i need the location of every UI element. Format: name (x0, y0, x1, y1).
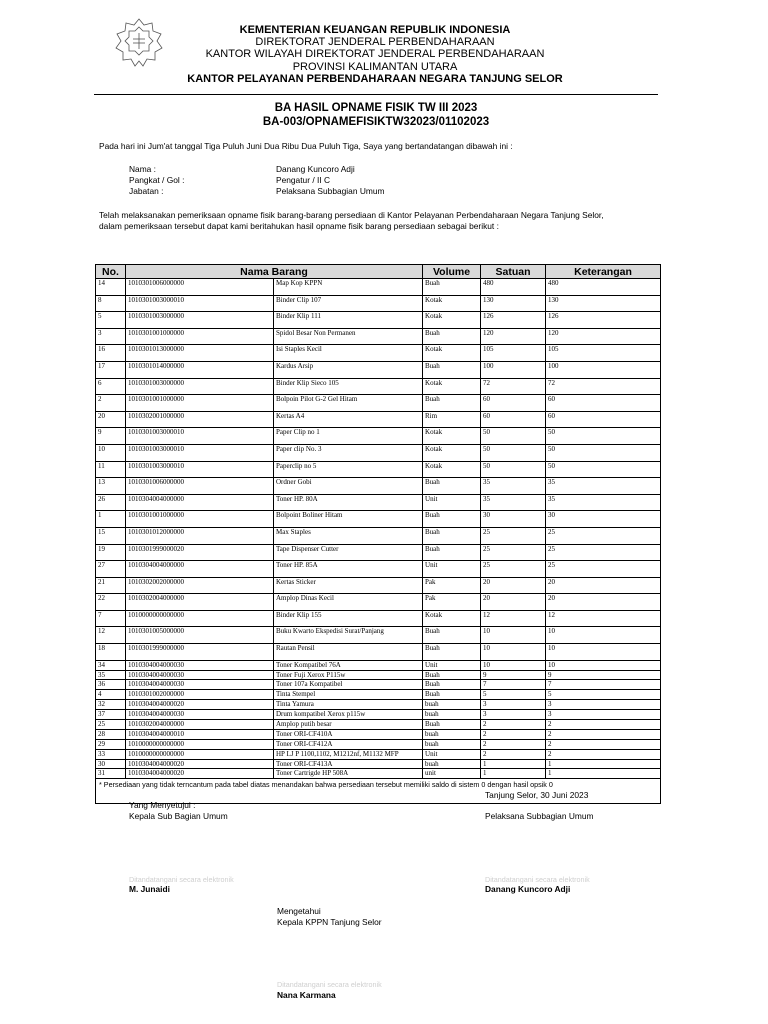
row-no: 29 (96, 739, 126, 749)
row-item-name: Binder Klip 111 (274, 312, 423, 329)
row-remarks: 130 (546, 295, 661, 312)
esign-note-middle: Ditandatangani secara elektronik (277, 980, 382, 989)
row-item-name: Paper Clip no 1 (274, 428, 423, 445)
row-no: 3 (96, 328, 126, 345)
table-row (96, 279, 661, 296)
letterhead-ministry: KEMENTERIAN KEUANGAN REPUBLIK INDONESIA (239, 24, 511, 36)
row-no: 27 (96, 561, 126, 578)
row-no: 36 (96, 680, 126, 690)
row-item-name: Spidol Besar Non Permanen (274, 328, 423, 345)
row-item-name: Toner HP. 80A (274, 494, 423, 511)
row-code: 1010000000000000 (126, 610, 274, 627)
table-row (96, 690, 661, 700)
row-no: 35 (96, 670, 126, 680)
row-code: 1010304004000030 (126, 680, 274, 690)
row-no: 12 (96, 627, 126, 644)
document-title-block (94, 102, 658, 129)
header-item-name: Nama Barang (126, 265, 423, 279)
row-volume: Buah (423, 527, 481, 544)
row-item-name: Paperclip no 5 (274, 461, 423, 478)
row-volume: Kotak (423, 295, 481, 312)
row-code: 1010301003000010 (126, 444, 274, 461)
row-no: 25 (96, 720, 126, 730)
row-volume: Unit (423, 660, 481, 670)
row-no: 4 (96, 690, 126, 700)
letterhead-regional-office: KANTOR WILAYAH DIREKTORAT JENDERAL PERBENDAHARAAN (205, 48, 545, 61)
table-row (96, 594, 661, 611)
row-code: 1010301013000000 (126, 345, 274, 362)
row-item-name: Buku Kwarto Ekspedisi Surat/Panjang (274, 627, 423, 644)
row-unit: 9 (481, 670, 546, 680)
table-row (96, 295, 661, 312)
row-unit: 20 (481, 577, 546, 594)
row-unit: 35 (481, 478, 546, 495)
row-unit: 1 (481, 759, 546, 769)
table-row (96, 378, 661, 395)
letterhead-province: PROVINSI KALIMANTAN UTARA (292, 60, 458, 73)
row-volume: Unit (423, 494, 481, 511)
row-no: 8 (96, 295, 126, 312)
row-volume: Pak (423, 577, 481, 594)
executor-title: Pelaksana Subbagian Umum (485, 811, 594, 821)
row-code: 1010304004000030 (126, 670, 274, 680)
row-volume: buah (423, 729, 481, 739)
row-code: 1010301006000000 (126, 279, 274, 296)
table-row (96, 720, 661, 730)
row-code: 1010302004000000 (126, 720, 274, 730)
acknowledger-name: Nana Karmana (277, 990, 336, 1000)
row-unit: 20 (481, 594, 546, 611)
row-unit: 7 (481, 680, 546, 690)
row-item-name: HP LJ P 1100,1102, M1212nf, M1132 MFP (274, 749, 423, 759)
row-no: 2 (96, 395, 126, 412)
esign-note-right: Ditandatangani secara elektronik (485, 875, 590, 884)
table-row (96, 739, 661, 749)
identity-row-name (129, 164, 384, 175)
row-unit: 105 (481, 345, 546, 362)
table-row (96, 561, 661, 578)
row-unit: 50 (481, 461, 546, 478)
row-volume: Pak (423, 594, 481, 611)
inventory-table (95, 264, 661, 804)
row-unit: 2 (481, 739, 546, 749)
row-item-name: Toner ORI-CF413A (274, 759, 423, 769)
row-no: 31 (96, 769, 126, 779)
row-item-name: Drum kompatibel Xerox p115w (274, 710, 423, 720)
row-remarks: 1 (546, 759, 661, 769)
row-item-name: Kertas Sticker (274, 577, 423, 594)
body-line: dalam pemeriksaan tersebut dapat kami beritahukan hasil opname fisik barang persediaan sebagai berikut : (99, 221, 499, 231)
row-remarks: 50 (546, 428, 661, 445)
row-volume: Kotak (423, 378, 481, 395)
row-volume: unit (423, 769, 481, 779)
header-unit: Satuan (481, 265, 546, 279)
row-code: 1010301999000000 (126, 644, 274, 661)
row-volume: Kotak (423, 428, 481, 445)
row-no: 15 (96, 527, 126, 544)
row-unit: 2 (481, 729, 546, 739)
table-row (96, 511, 661, 528)
acknowledger-label: Mengetahui (277, 906, 321, 916)
identity-label: Nama : (129, 164, 156, 174)
row-item-name: Amplop Dinas Kecil (274, 594, 423, 611)
row-item-name: Kardus Arsip (274, 361, 423, 378)
row-unit: 60 (481, 411, 546, 428)
table-row (96, 478, 661, 495)
row-unit: 25 (481, 561, 546, 578)
table-row (96, 749, 661, 759)
table-row (96, 680, 661, 690)
row-remarks: 126 (546, 312, 661, 329)
row-no: 26 (96, 494, 126, 511)
row-code: 1010301003000010 (126, 295, 274, 312)
row-no: 37 (96, 710, 126, 720)
row-item-name: Toner ORI-CF410A (274, 729, 423, 739)
row-volume: Buah (423, 644, 481, 661)
row-remarks: 10 (546, 627, 661, 644)
identity-block (129, 164, 384, 197)
row-remarks: 2 (546, 739, 661, 749)
document-title: BA HASIL OPNAME FISIK TW III 2023 (274, 102, 478, 114)
identity-value: Danang Kuncoro Adji (276, 164, 355, 174)
row-volume: Buah (423, 720, 481, 730)
row-code: 1010304004000020 (126, 769, 274, 779)
row-code: 1010304004000020 (126, 759, 274, 769)
row-no: 20 (96, 411, 126, 428)
table-row (96, 577, 661, 594)
table-row (96, 769, 661, 779)
table-row (96, 544, 661, 561)
row-no: 33 (96, 749, 126, 759)
row-no: 22 (96, 594, 126, 611)
row-remarks: 20 (546, 594, 661, 611)
row-item-name: Bolpoint Boliner Hitam (274, 511, 423, 528)
row-remarks: 35 (546, 494, 661, 511)
table-row (96, 700, 661, 710)
row-code: 1010302004000000 (126, 594, 274, 611)
row-remarks: 105 (546, 345, 661, 362)
row-remarks: 35 (546, 478, 661, 495)
row-unit: 5 (481, 690, 546, 700)
row-item-name: Rautan Pensil (274, 644, 423, 661)
row-remarks: 3 (546, 700, 661, 710)
table-row (96, 627, 661, 644)
table-row (96, 461, 661, 478)
row-item-name: Toner Cartrigde HP 508A (274, 769, 423, 779)
row-volume: Unit (423, 561, 481, 578)
header-remarks: Keterangan (546, 265, 661, 279)
identity-row-rank (129, 175, 384, 186)
row-code: 1010301001000000 (126, 328, 274, 345)
row-volume: Kotak (423, 312, 481, 329)
row-volume: Buah (423, 670, 481, 680)
table-row (96, 644, 661, 661)
row-item-name: Binder Clip 107 (274, 295, 423, 312)
row-no: 1 (96, 511, 126, 528)
approver-title: Kepala Sub Bagian Umum (129, 811, 228, 821)
header-no: No. (96, 265, 126, 279)
row-no: 10 (96, 444, 126, 461)
row-item-name: Bolpoin Pilot G-2 Gel Hitam (274, 395, 423, 412)
row-code: 1010301012000000 (126, 527, 274, 544)
row-volume: Buah (423, 395, 481, 412)
row-no: 34 (96, 660, 126, 670)
row-code: 1010301002000000 (126, 690, 274, 700)
row-unit: 25 (481, 527, 546, 544)
row-volume: buah (423, 739, 481, 749)
row-code: 1010301006000000 (126, 478, 274, 495)
row-no: 18 (96, 644, 126, 661)
row-item-name: Toner ORI-CF412A (274, 739, 423, 749)
table-row (96, 759, 661, 769)
row-no: 7 (96, 610, 126, 627)
row-item-name: Toner Kompatibel 76A (274, 660, 423, 670)
row-no: 21 (96, 577, 126, 594)
row-item-name: Tinta Stempel (274, 690, 423, 700)
row-unit: 130 (481, 295, 546, 312)
table-note: * Persediaan yang tidak terncantum pada tabel diatas menandakan bahwa persediaan tersebut memiliki saldo di sistem 0 dengan hasil opsik 0 (96, 779, 661, 804)
row-no: 6 (96, 378, 126, 395)
row-item-name: Ordner Gobi (274, 478, 423, 495)
row-remarks: 5 (546, 690, 661, 700)
row-item-name: Tinta Yamura (274, 700, 423, 710)
row-unit: 10 (481, 627, 546, 644)
row-code: 1010301003000000 (126, 378, 274, 395)
row-volume: buah (423, 710, 481, 720)
table-row (96, 444, 661, 461)
row-unit: 3 (481, 710, 546, 720)
row-remarks: 2 (546, 729, 661, 739)
table-row (96, 660, 661, 670)
row-remarks: 2 (546, 749, 661, 759)
table-row (96, 411, 661, 428)
row-unit: 100 (481, 361, 546, 378)
row-code: 1010302002000000 (126, 577, 274, 594)
executor-name: Danang Kuncoro Adji (485, 884, 571, 894)
row-remarks: 10 (546, 644, 661, 661)
approver-label: Yang Menyetujui : (129, 800, 196, 810)
header-volume: Volume (423, 265, 481, 279)
row-remarks: 9 (546, 670, 661, 680)
row-remarks: 60 (546, 395, 661, 412)
row-unit: 126 (481, 312, 546, 329)
row-volume: Buah (423, 690, 481, 700)
row-volume: Unit (423, 749, 481, 759)
row-item-name: Max Staples (274, 527, 423, 544)
row-remarks: 50 (546, 461, 661, 478)
header-divider (94, 94, 658, 95)
letterhead-office: KANTOR PELAYANAN PERBENDAHARAAN NEGARA TANJUNG SELOR (187, 72, 563, 85)
table-row (96, 361, 661, 378)
row-item-name: Toner Fuji Xerox P115w (274, 670, 423, 680)
row-no: 9 (96, 428, 126, 445)
table-row (96, 729, 661, 739)
row-item-name: Isi Staples Kecil (274, 345, 423, 362)
table-header-row (96, 265, 661, 279)
row-remarks: 50 (546, 444, 661, 461)
row-code: 1010304004000030 (126, 660, 274, 670)
row-remarks: 7 (546, 680, 661, 690)
row-code: 1010304004000030 (126, 710, 274, 720)
row-item-name: Toner 107a Kompatibel (274, 680, 423, 690)
row-no: 13 (96, 478, 126, 495)
identity-row-position (129, 186, 384, 197)
row-remarks: 12 (546, 610, 661, 627)
row-remarks: 2 (546, 720, 661, 730)
row-item-name: Map Kop KPPN (274, 279, 423, 296)
row-no: 5 (96, 312, 126, 329)
row-volume: Kotak (423, 345, 481, 362)
row-remarks: 10 (546, 660, 661, 670)
row-volume: Kotak (423, 444, 481, 461)
body-paragraph (99, 210, 669, 232)
identity-value: Pengatur / II C (276, 175, 330, 185)
row-unit: 60 (481, 395, 546, 412)
row-volume: Buah (423, 544, 481, 561)
intro-paragraph: Pada hari ini Jum'at tanggal Tiga Puluh Juni Dua Ribu Dua Puluh Tiga, Saya yang bertandatangan dibawah ini : (99, 141, 513, 151)
row-volume: Kotak (423, 610, 481, 627)
row-unit: 72 (481, 378, 546, 395)
row-remarks: 72 (546, 378, 661, 395)
row-code: 1010301014000000 (126, 361, 274, 378)
row-code: 1010301001000000 (126, 511, 274, 528)
row-code: 1010304004000000 (126, 494, 274, 511)
row-volume: buah (423, 759, 481, 769)
row-unit: 35 (481, 494, 546, 511)
row-no: 32 (96, 700, 126, 710)
row-no: 30 (96, 759, 126, 769)
row-code: 1010304004000020 (126, 700, 274, 710)
table-row (96, 710, 661, 720)
row-unit: 10 (481, 660, 546, 670)
row-remarks: 60 (546, 411, 661, 428)
row-item-name: Kertas A4 (274, 411, 423, 428)
row-item-name: Binder Klip 155 (274, 610, 423, 627)
row-unit: 2 (481, 749, 546, 759)
document-number: BA-003/OPNAMEFISIKTW32023/01102023 (262, 115, 490, 128)
row-unit: 1 (481, 769, 546, 779)
row-code: 1010301999000020 (126, 544, 274, 561)
row-code: 1010301003000010 (126, 461, 274, 478)
table-row (96, 610, 661, 627)
identity-value: Pelaksana Subbagian Umum (276, 186, 385, 196)
row-code: 1010301001000000 (126, 395, 274, 412)
row-unit: 480 (481, 279, 546, 296)
row-no: 16 (96, 345, 126, 362)
identity-label: Pangkat / Gol : (129, 175, 185, 185)
letterhead-directorate: DIREKTORAT JENDERAL PERBENDAHARAAN (255, 36, 495, 49)
row-unit: 12 (481, 610, 546, 627)
row-volume: Kotak (423, 461, 481, 478)
row-remarks: 25 (546, 544, 661, 561)
row-volume: Buah (423, 680, 481, 690)
row-unit: 2 (481, 720, 546, 730)
place-date: Tanjung Selor, 30 Juni 2023 (485, 790, 589, 800)
acknowledger-block (277, 906, 382, 928)
row-code: 1010301005000000 (126, 627, 274, 644)
row-remarks: 120 (546, 328, 661, 345)
row-unit: 25 (481, 544, 546, 561)
row-remarks: 20 (546, 577, 661, 594)
row-unit: 3 (481, 700, 546, 710)
table-row (96, 328, 661, 345)
row-code: 1010302001000000 (126, 411, 274, 428)
table-row (96, 395, 661, 412)
row-volume: Buah (423, 328, 481, 345)
row-item-name: Paper clip No. 3 (274, 444, 423, 461)
acknowledger-title: Kepala KPPN Tanjung Selor (277, 917, 382, 927)
row-code: 1010000000000000 (126, 739, 274, 749)
table-row (96, 527, 661, 544)
row-volume: Rim (423, 411, 481, 428)
row-volume: Buah (423, 361, 481, 378)
body-line: Telah melaksanakan pemeriksaan opname fisik barang-barang persediaan di Kantor Pelayanan Perbendaharaan Negara Tanjung Selor, (99, 210, 604, 220)
row-item-name: Binder Klip Sieco 105 (274, 378, 423, 395)
row-volume: buah (423, 700, 481, 710)
row-volume: Buah (423, 478, 481, 495)
row-no: 17 (96, 361, 126, 378)
table-row (96, 345, 661, 362)
row-item-name: Tape Dispenser Cutter (274, 544, 423, 561)
row-item-name: Amplop putih besar (274, 720, 423, 730)
row-code: 1010304004000000 (126, 561, 274, 578)
row-unit: 50 (481, 428, 546, 445)
row-code: 1010301003000000 (126, 312, 274, 329)
row-remarks: 25 (546, 527, 661, 544)
row-no: 11 (96, 461, 126, 478)
row-unit: 10 (481, 644, 546, 661)
kemenkeu-logo-icon (113, 17, 165, 67)
row-remarks: 100 (546, 361, 661, 378)
row-no: 14 (96, 279, 126, 296)
row-remarks: 30 (546, 511, 661, 528)
row-remarks: 480 (546, 279, 661, 296)
row-remarks: 3 (546, 710, 661, 720)
row-unit: 120 (481, 328, 546, 345)
row-no: 19 (96, 544, 126, 561)
identity-label: Jabatan : (129, 186, 164, 196)
row-code: 1010301003000010 (126, 428, 274, 445)
table-row (96, 312, 661, 329)
row-remarks: 1 (546, 769, 661, 779)
table-row (96, 428, 661, 445)
row-volume: Buah (423, 279, 481, 296)
approver-name: M. Junaidi (129, 884, 170, 894)
letterhead (170, 24, 580, 85)
esign-note-left: Ditandatangani secara elektronik (129, 875, 234, 884)
row-code: 1010304004000010 (126, 729, 274, 739)
table-row (96, 670, 661, 680)
row-unit: 50 (481, 444, 546, 461)
approver-block (129, 800, 228, 822)
row-volume: Buah (423, 511, 481, 528)
table-row (96, 494, 661, 511)
row-unit: 30 (481, 511, 546, 528)
row-no: 28 (96, 729, 126, 739)
row-remarks: 25 (546, 561, 661, 578)
row-volume: Buah (423, 627, 481, 644)
row-item-name: Toner HP. 85A (274, 561, 423, 578)
row-code: 1010000000000000 (126, 749, 274, 759)
